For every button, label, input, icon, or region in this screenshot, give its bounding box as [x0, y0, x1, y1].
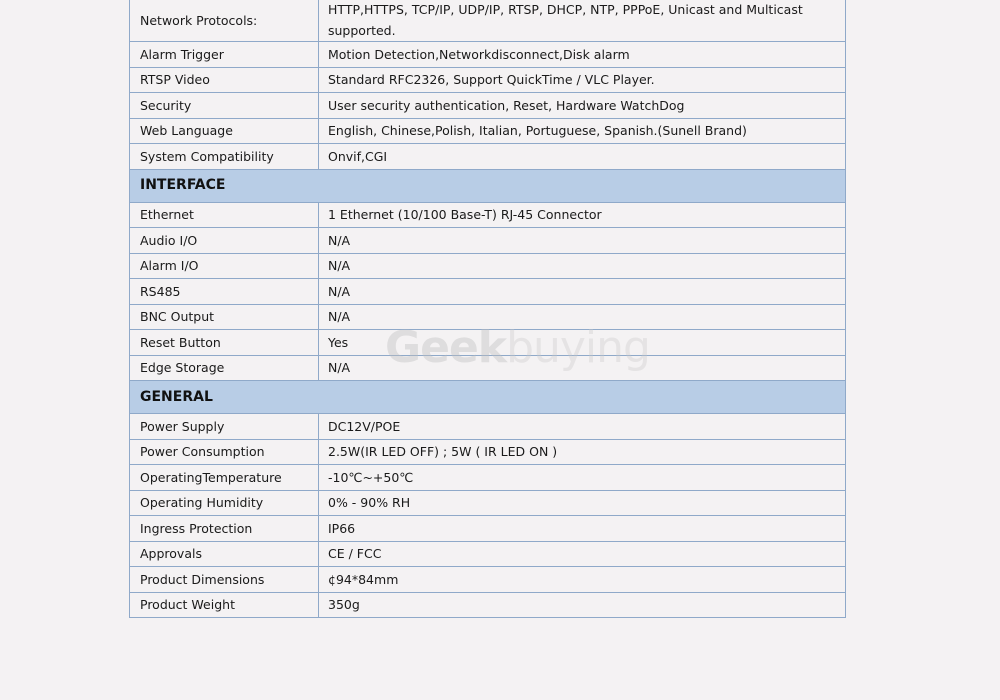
spec-row-rs485 [130, 279, 846, 305]
spec-row-rtsp-video [130, 67, 846, 93]
watermark-light: buying [506, 322, 650, 373]
spec-value: Yes [319, 330, 846, 356]
spec-row-product-weight [130, 592, 846, 618]
spec-label: Operating Humidity [130, 490, 319, 516]
spec-label: OperatingTemperature [130, 465, 319, 491]
spec-label: Ingress Protection [130, 516, 319, 542]
spec-table [129, 0, 846, 618]
spec-label: Product Weight [130, 592, 319, 618]
spec-value: 2.5W(IR LED OFF) ; 5W ( IR LED ON ) [319, 439, 846, 465]
spec-value: N/A [319, 253, 846, 279]
spec-label: BNC Output [130, 304, 319, 330]
spec-value: N/A [319, 304, 846, 330]
spec-label: Security [130, 93, 319, 119]
spec-value: User security authentication, Reset, Hardware WatchDog [319, 93, 846, 119]
spec-row-approvals [130, 541, 846, 567]
spec-row-operating-temperature [130, 465, 846, 491]
section-header-general [130, 381, 846, 414]
spec-value: HTTP,HTTPS, TCP/IP, UDP/IP, RTSP, DHCP, NTP, PPPoE, Unicast and Multicast supported. [319, 0, 846, 42]
spec-label: Power Supply [130, 414, 319, 440]
spec-row-ethernet [130, 202, 846, 228]
spec-value: English, Chinese,Polish, Italian, Portuguese, Spanish.(Sunell Brand) [319, 118, 846, 144]
spec-value: Motion Detection,Networkdisconnect,Disk alarm [319, 42, 846, 68]
section-title: GENERAL [130, 381, 846, 414]
spec-value: 350g [319, 592, 846, 618]
spec-row-security [130, 93, 846, 119]
spec-value: N/A [319, 355, 846, 381]
spec-row-system-compatibility [130, 144, 846, 170]
spec-label: Ethernet [130, 202, 319, 228]
spec-row-network-protocols [130, 0, 846, 42]
spec-value: N/A [319, 279, 846, 305]
spec-label: Alarm I/O [130, 253, 319, 279]
spec-value: IP66 [319, 516, 846, 542]
spec-label: Approvals [130, 541, 319, 567]
spec-row-bnc-output [130, 304, 846, 330]
spec-label: Edge Storage [130, 355, 319, 381]
spec-row-alarm-trigger [130, 42, 846, 68]
spec-value: DC12V/POE [319, 414, 846, 440]
spec-row-ingress-protection [130, 516, 846, 542]
spec-label: RTSP Video [130, 67, 319, 93]
spec-value: N/A [319, 228, 846, 254]
spec-label: Network Protocols: [130, 0, 319, 42]
spec-row-power-supply [130, 414, 846, 440]
spec-value: 0% - 90% RH [319, 490, 846, 516]
spec-label: System Compatibility [130, 144, 319, 170]
spec-row-audio-io [130, 228, 846, 254]
spec-label: RS485 [130, 279, 319, 305]
spec-value: CE / FCC [319, 541, 846, 567]
spec-row-alarm-io [130, 253, 846, 279]
spec-value: 1 Ethernet (10/100 Base-T) RJ-45 Connector [319, 202, 846, 228]
spec-row-operating-humidity [130, 490, 846, 516]
spec-label: Product Dimensions [130, 567, 319, 593]
spec-value: Standard RFC2326, Support QuickTime / VLC Player. [319, 67, 846, 93]
spec-row-edge-storage [130, 355, 846, 381]
spec-value: ¢94*84mm [319, 567, 846, 593]
spec-label: Power Consumption [130, 439, 319, 465]
spec-row-product-dimensions [130, 567, 846, 593]
section-header-interface [130, 169, 846, 202]
section-title: INTERFACE [130, 169, 846, 202]
spec-label: Audio I/O [130, 228, 319, 254]
spec-row-web-language [130, 118, 846, 144]
spec-label: Alarm Trigger [130, 42, 319, 68]
watermark-bold: Geek [385, 322, 507, 373]
spec-row-reset-button [130, 330, 846, 356]
spec-value: Onvif,CGI [319, 144, 846, 170]
spec-label: Reset Button [130, 330, 319, 356]
spec-label: Web Language [130, 118, 319, 144]
spec-value: -10℃~+50℃ [319, 465, 846, 491]
spec-row-power-consumption [130, 439, 846, 465]
